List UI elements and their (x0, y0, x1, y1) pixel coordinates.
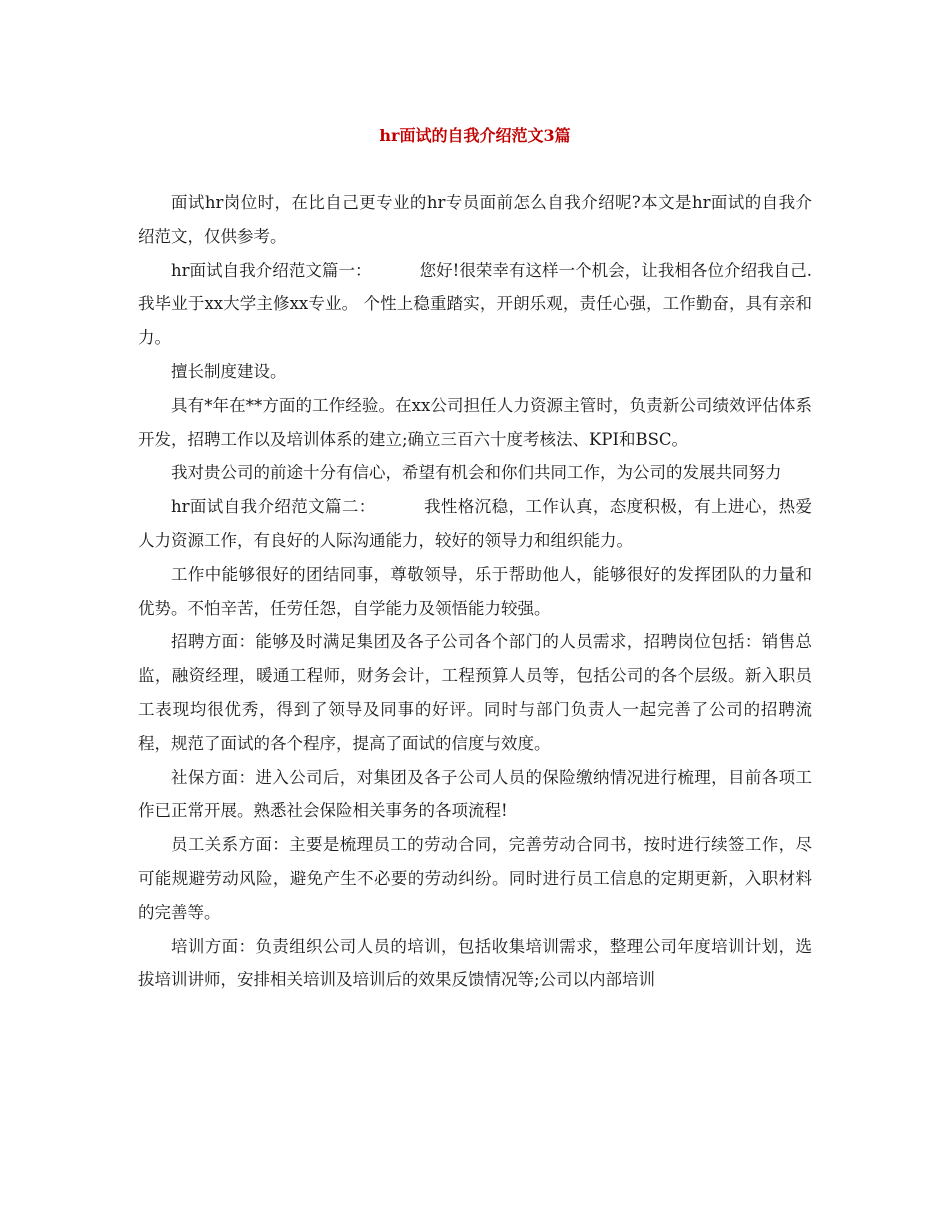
sample-one-text: 您好!很荣幸有这样一个机会，让我相各位介绍我自己.我毕业于xx大学主修xx专业。 个性上稳重踏实，开朗乐观，责任心强，工作勤奋，具有亲和力。 (138, 260, 812, 348)
paragraph-recruitment: 招聘方面：能够及时满足集团及各子公司各个部门的人员需求，招聘岗位包括：销售总监，融资经理，暖通工程师，财务会计，工程预算人员等，包括公司的各个层级。新入职员工表现均很优秀，得到了领导及同事的好评。同时与部门负责人一起完善了公司的招聘流程，规范了面试的各个程序，提高了面试的信度与效度。 (138, 632, 812, 753)
paragraph-experience: 具有*年在**方面的工作经验。在xx公司担任人力资源主管时，负责新公司绩效评估体系开发，招聘工作以及培训体系的建立;确立三百六十度考核法、KPI和BSC。 (138, 395, 812, 449)
paragraph-sample-one (138, 254, 812, 355)
paragraph-sample-two (138, 490, 812, 558)
document-title: hr面试的自我介绍范文3篇 (379, 126, 571, 145)
paragraph-intro: 面试hr岗位时，在比自己更专业的hr专员面前怎么自我介绍呢?本文是hr面试的自我介绍范文，仅供参考。 (138, 193, 812, 246)
sample-one-heading: hr面试自我介绍范文篇一： (171, 260, 372, 280)
paragraph-employee-relations: 员工关系方面：主要是梳理员工的劳动合同，完善劳动合同书，按时进行续签工作，尽可能规避劳动风险，避免产生不必要的劳动纠纷。同时进行员工信息的定期更新，入职材料的完善等。 (138, 835, 812, 922)
paragraph-teamwork: 工作中能够很好的团结同事，尊敬领导，乐于帮助他人，能够很好的发挥团队的力量和优势。不怕辛苦，任劳任怨，自学能力及领悟能力较强。 (138, 564, 812, 618)
paragraph-training: 培训方面：负责组织公司人员的培训，包括收集培训需求，整理公司年度培训计划，选拔培训讲师，安排相关培训及培训后的效果反馈情况等;公司以内部培训 (138, 936, 812, 990)
sample-two-text: 我性格沉稳，工作认真，态度积极，有上进心，热爱人力资源工作，有良好的人际沟通能力，较好的领导力和组织能力。 (138, 497, 813, 550)
sample-two-heading: hr面试自我介绍范文篇二： (171, 497, 376, 517)
paragraph-system-building: 擅长制度建设。 (171, 361, 287, 381)
paragraph-confidence: 我对贵公司的前途十分有信心，希望有机会和你们共同工作，为公司的发展共同努力 (171, 463, 782, 483)
paragraph-social-security: 社保方面：进入公司后，对集团及各子公司人员的保险缴纳情况进行梳理，目前各项工作已正常开展。熟悉社会保险相关事务的各项流程! (138, 767, 812, 821)
